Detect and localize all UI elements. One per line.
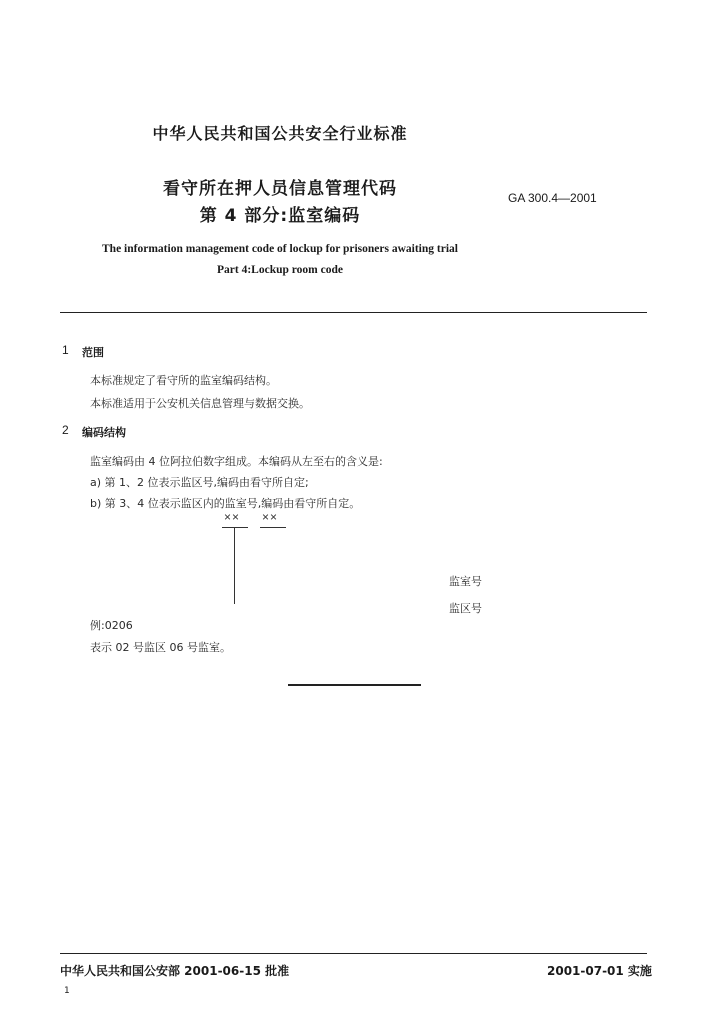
document-subtitle: 第 4 部分:监室编码 <box>199 206 361 226</box>
english-subtitle: Part 4:Lockup room code <box>217 264 343 276</box>
example-explanation: 表示 02 号监区 06 号监室。 <box>90 641 231 654</box>
scope-paragraph-2: 本标准适用于公安机关信息管理与数据交换。 <box>90 397 310 410</box>
section-title-scope: 范围 <box>82 346 104 359</box>
implementation-date: 2001-07-01 实施 <box>547 964 652 978</box>
code-segment-room: ×× <box>262 510 279 524</box>
section-title-code-structure: 编码结构 <box>82 426 126 439</box>
zone-connector-line <box>234 528 235 604</box>
code-segment-zone: ×× <box>224 510 241 524</box>
diagram-label-room: 监室号 <box>449 575 482 588</box>
scope-paragraph-1: 本标准规定了看守所的监室编码结构。 <box>90 374 277 387</box>
english-title: The information management code of lockup for prisoners awaiting trial <box>102 243 458 255</box>
structure-item-a: a) 第 1、2 位表示监区号,编码由看守所自定; <box>90 476 309 489</box>
end-of-text-rule <box>288 684 421 686</box>
section-number: 2 <box>62 423 69 437</box>
header-divider <box>60 312 647 313</box>
structure-paragraph-1: 监室编码由 4 位阿拉伯数字组成。本编码从左至右的含义是: <box>90 455 383 468</box>
page-number: 1 <box>64 986 70 996</box>
section-number: 1 <box>62 343 69 357</box>
diagram-label-zone: 监区号 <box>449 602 482 615</box>
example-code: 例:0206 <box>90 619 133 632</box>
code-segment-underline <box>260 527 286 528</box>
issuing-body: 中华人民共和国公共安全行业标准 <box>152 124 408 143</box>
structure-item-b: b) 第 3、4 位表示监区内的监室号,编码由看守所自定。 <box>90 497 361 510</box>
document-title: 看守所在押人员信息管理代码 <box>163 179 397 199</box>
standard-number: GA 300.4—2001 <box>508 191 597 205</box>
approval-date: 中华人民共和国公安部 2001-06-15 批准 <box>60 964 290 978</box>
code-segment-underline <box>222 527 248 528</box>
footer-divider <box>60 953 647 954</box>
